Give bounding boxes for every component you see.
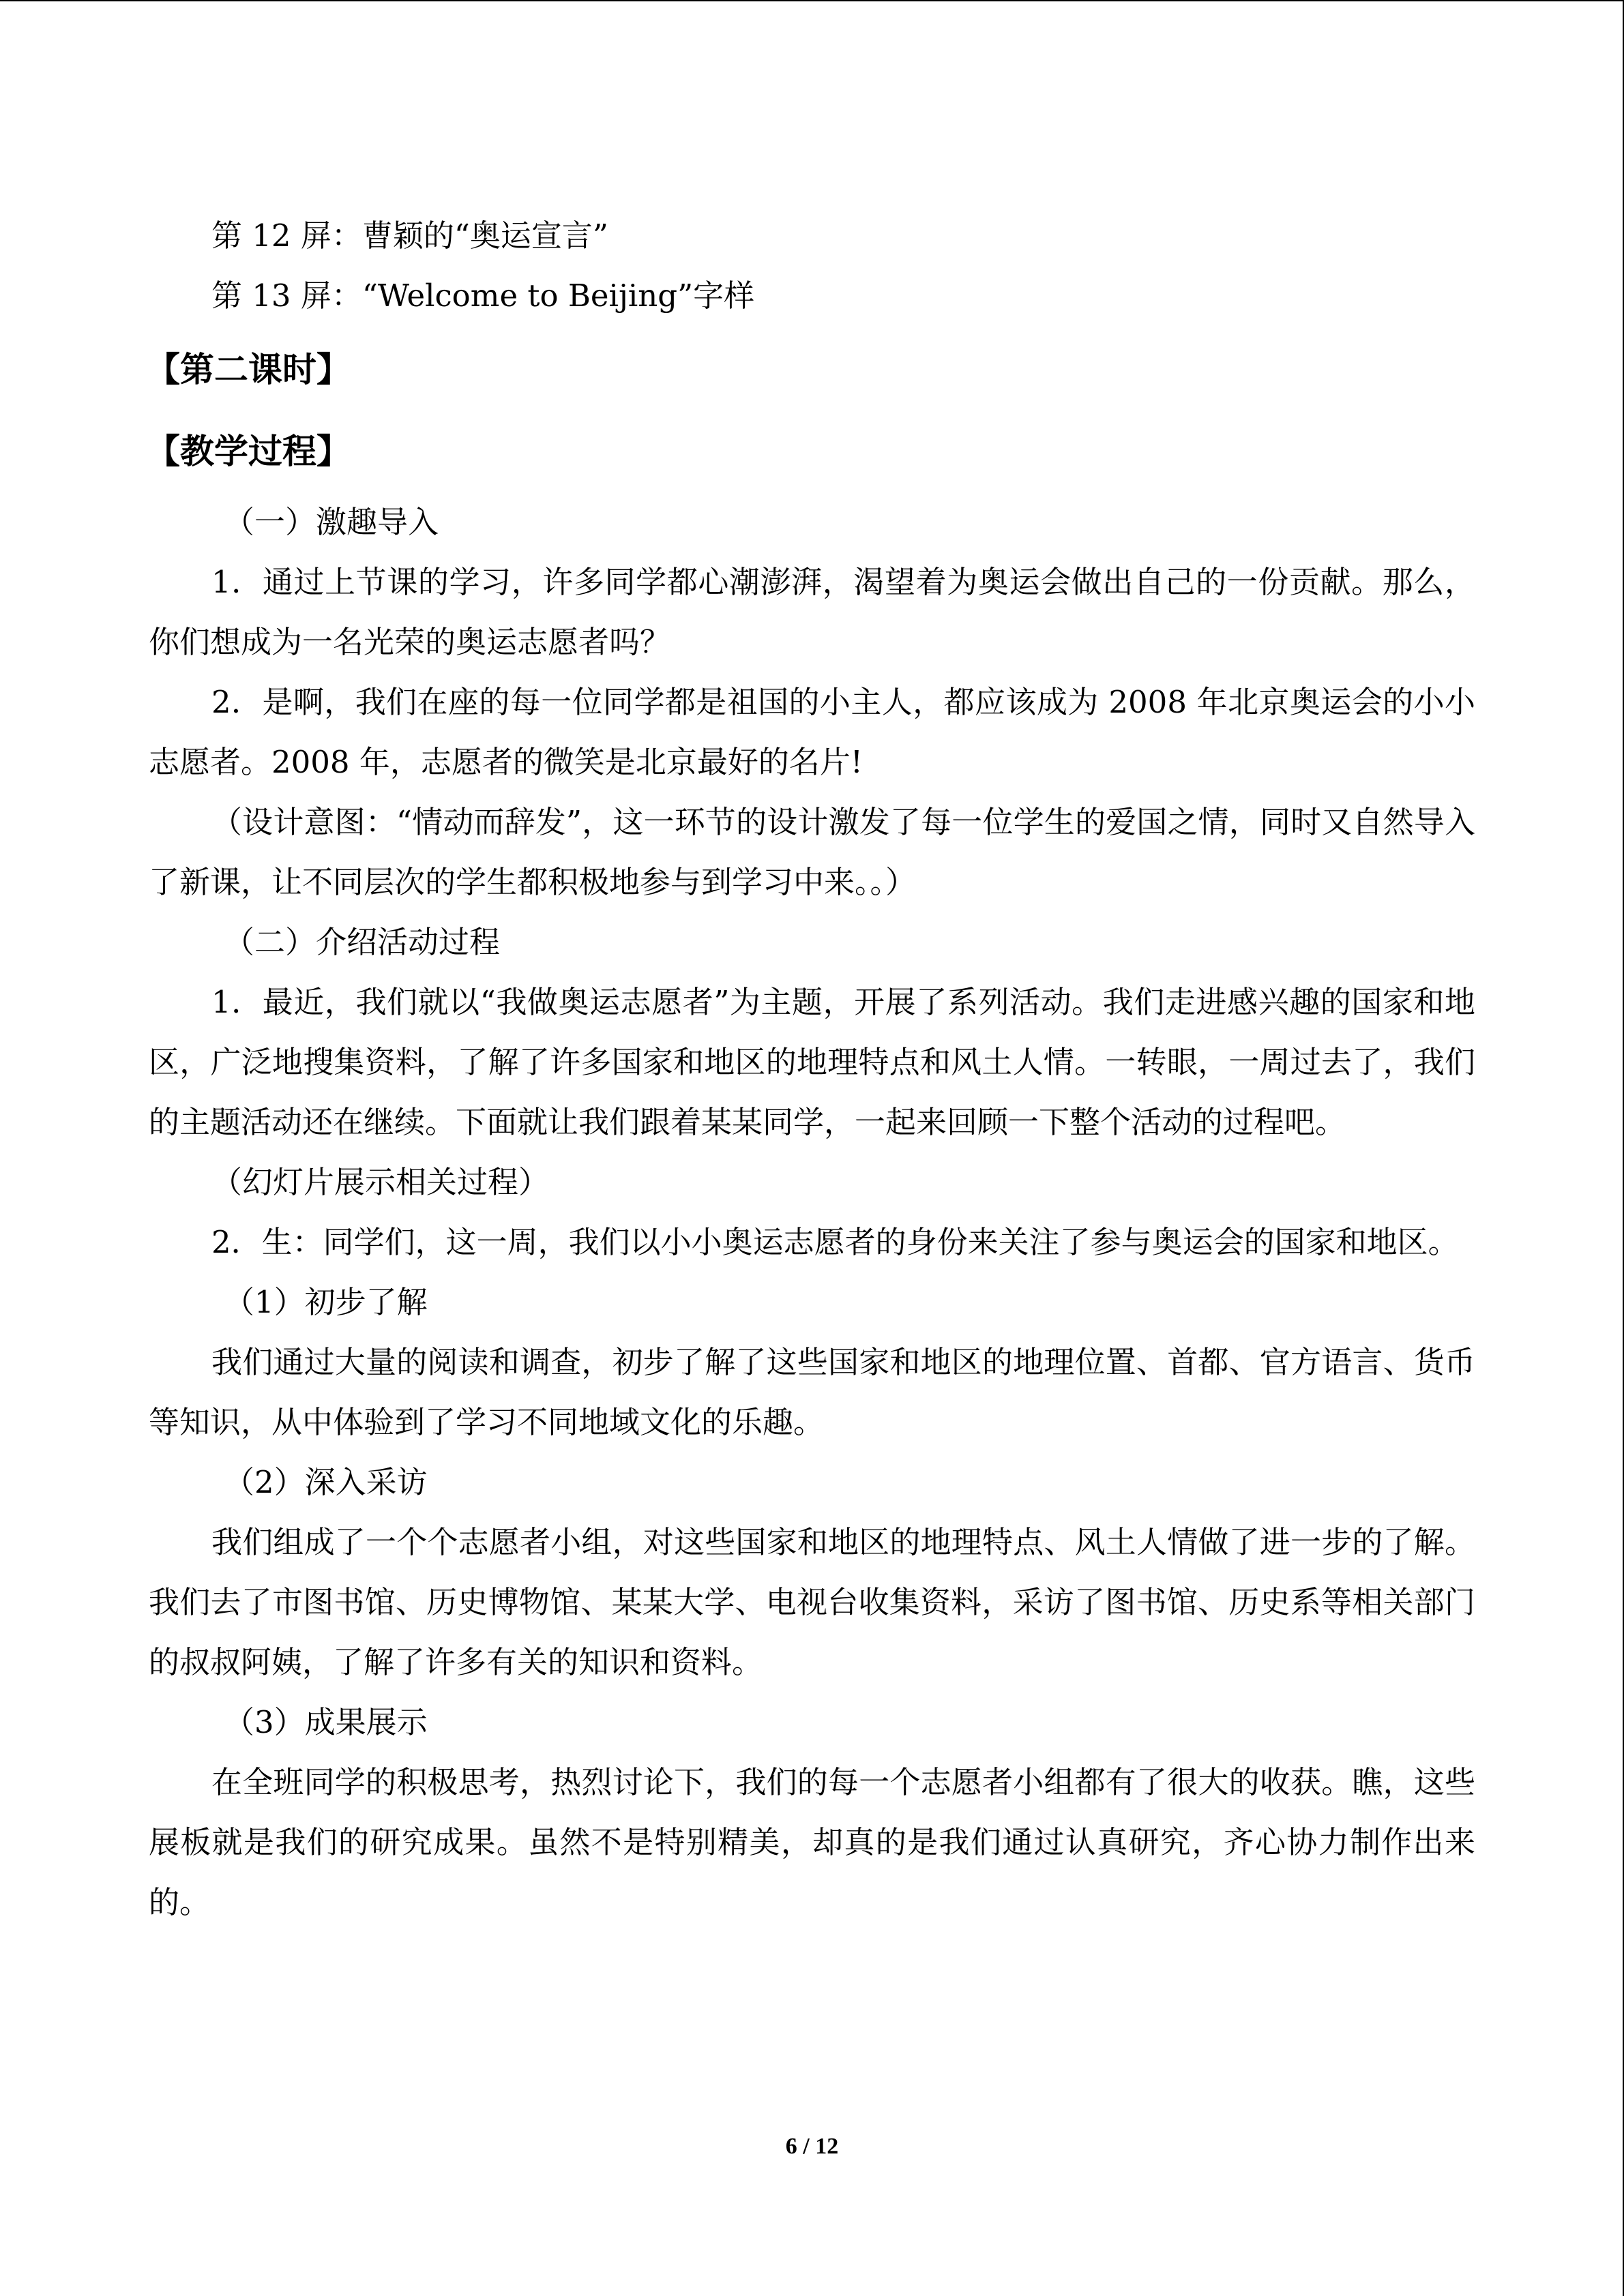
heading-lesson-2: 【第二课时】 [146, 349, 351, 389]
heading-teaching-process: 【教学过程】 [146, 431, 351, 471]
section-1-paragraph-2: 2．是啊，我们在座的每一位同学都是祖国的小主人，都应该成为 2008 年北京奥运会的小小志愿者。2008 年，志愿者的微笑是北京最好的名片! [149, 684, 1475, 780]
screen-13-line: 第 13 屏：“Welcome to Beijing”字样 [211, 278, 755, 314]
subsection-2-title: （2）深入采访 [224, 1464, 428, 1500]
section-2-title: （二）介绍活动过程 [224, 924, 501, 960]
subsection-1-title: （1）初步了解 [224, 1284, 428, 1320]
section-1-title: （一）激趣导入 [224, 504, 439, 540]
subsection-3-title: （3）成果展示 [224, 1704, 428, 1740]
page-content [146, 206, 1475, 1933]
page-number: 6 / 12 [785, 2134, 839, 2159]
section-1-paragraph-1: 1．通过上节课的学习，许多同学都心潮澎湃，渴望着为奥运会做出自己的一份贡献。那么，你们想成为一名光荣的奥运志愿者吗？ [149, 564, 1475, 660]
section-1-design-intent: （设计意图：“情动而辞发”，这一环节的设计激发了每一位学生的爱国之情，同时又自然导入了新课，让不同层次的学生都积极地参与到学习中来。。） [149, 804, 1475, 900]
section-2-slides-note: （幻灯片展示相关过程） [211, 1164, 550, 1200]
screen-12-line: 第 12 屏：曹颖的“奥运宣言” [211, 218, 608, 254]
subsection-1-text: 我们通过大量的阅读和调查，初步了解了这些国家和地区的地理位置、首都、官方语言、货币等知识，从中体验到了学习不同地域文化的乐趣。 [149, 1344, 1475, 1440]
section-2-paragraph-2: 2．生：同学们，这一周，我们以小小奥运志愿者的身份来关注了参与奥运会的国家和地区。 [211, 1224, 1459, 1260]
subsection-3-text: 在全班同学的积极思考，热烈讨论下，我们的每一个志愿者小组都有了很大的收获。瞧，这些展板就是我们的研究成果。虽然不是特别精美，却真的是我们通过认真研究，齐心协力制作出来的。 [149, 1764, 1475, 1920]
subsection-2-text: 我们组成了一个个志愿者小组，对这些国家和地区的地理特点、风土人情做了进一步的了解。我们去了市图书馆、历史博物馆、某某大学、电视台收集资料，采访了图书馆、历史系等相关部门的叔叔阿姨，了解了许多有关的知识和资料。 [149, 1524, 1475, 1680]
section-2-paragraph-1: 1．最近，我们就以“我做奥运志愿者”为主题，开展了系列活动。我们走进感兴趣的国家和地区，广泛地搜集资料，了解了许多国家和地区的地理特点和风土人情。一转眼，一周过去了，我们的主题活动还在继续。下面就让我们跟着某某同学，一起来回顾一下整个活动的过程吧。 [149, 984, 1475, 1140]
